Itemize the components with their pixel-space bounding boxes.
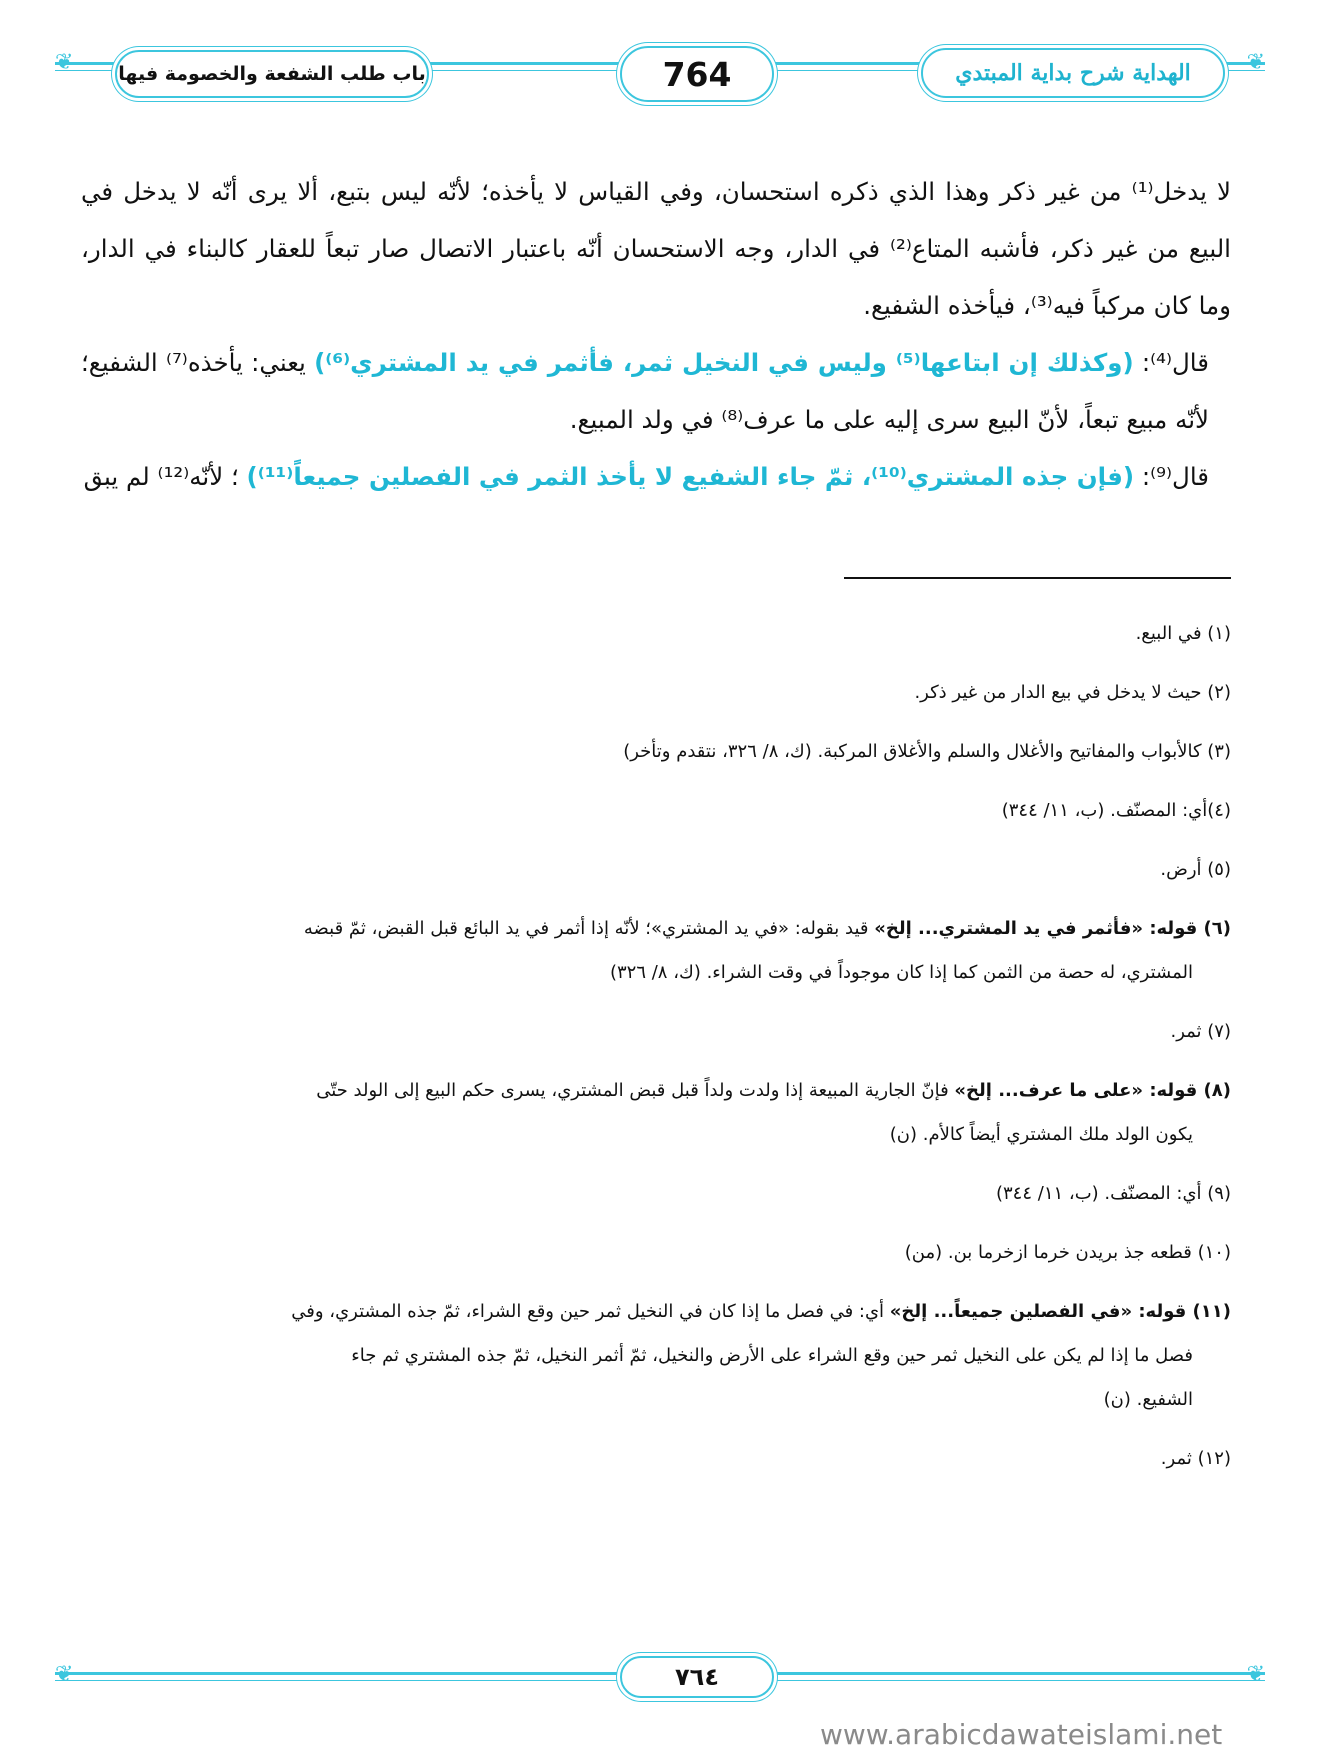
footnote	[81, 1290, 1231, 1422]
main-paragraph-3	[81, 448, 1231, 505]
footnotes	[81, 612, 1231, 1496]
book-title: الهداية شرح بداية المبتدي	[921, 48, 1225, 98]
footnote-continuation: فصل ما إذا لم يكن على النخيل ثمر حين وقع الشراء على الأرض والنخيل، ثمّ أثمر النخيل، ثمّ جذه المشتري ثم جاء	[351, 1345, 1193, 1366]
footnote: (٢) حيث لا يدخل في بيع الدار من غير ذكر.	[914, 682, 1231, 703]
commentary-text: يعني: يأخذه⁽⁷⁾ الشفيع؛ لأنّه مبيع تبعاً، لأنّ البيع سرى إليه على ما عرف⁽⁸⁾ في ولد المبيع.	[81, 348, 1209, 434]
commentary-text: ؛ لأنّه⁽¹²⁾ لم يبق	[83, 462, 247, 491]
footnote	[81, 907, 1231, 995]
footnote: (٧) ثمر.	[1170, 1021, 1231, 1042]
footnote-keyword: (٦) قوله: «فأثمر في يد المشتري... إلخ»	[874, 918, 1231, 939]
footnote-keyword: (٨) قوله: «على ما عرف... إلخ»	[954, 1080, 1231, 1101]
footnote	[81, 1069, 1231, 1157]
footnote-keyword: (١١) قوله: «في الفصلين جميعاً... إلخ»	[889, 1301, 1231, 1322]
matn-quote: (فإن جذه المشتري⁽¹⁰⁾، ثمّ جاء الشفيع لا يأخذ الثمر في الفصلين جميعاً⁽¹¹⁾)	[246, 462, 1135, 491]
page-header	[55, 42, 1265, 104]
said-label: قال⁽⁴⁾:	[1133, 348, 1209, 377]
ornament-icon: ❦	[1246, 50, 1265, 75]
footnote-text: قيد بقوله: «في يد المشتري»؛ لأنّه إذا أثمر في يد البائع قبل القبض، ثمّ قبضه	[303, 918, 875, 939]
footnote: (١٠) قطعه جذ بريدن خرما ازخرما بن. (من)	[904, 1242, 1231, 1263]
footnote-text: أي: في فصل ما إذا كان في النخيل ثمر حين وقع الشراء، ثمّ جذه المشتري، وفي	[291, 1301, 890, 1322]
footnote: (٥) أرض.	[1160, 859, 1231, 880]
ornament-icon: ❦	[55, 50, 74, 75]
footnote-continuation: الشفيع. (ن)	[1103, 1389, 1193, 1410]
footnote: (٩) أي: المصنّف. (ب، ١١/ ٣٤٤)	[995, 1183, 1231, 1204]
footnote: (٤)أي: المصنّف. (ب، ١١/ ٣٤٤)	[1001, 800, 1231, 821]
website-watermark: www.arabicdawateislami.net	[820, 1718, 1223, 1751]
footnote: (١) في البيع.	[1135, 623, 1231, 644]
footnote: (١٢) ثمر.	[1160, 1448, 1231, 1469]
footnote: (٣) كالأبواب والمفاتيح والأغلال والسلم والأغلاق المركبة. (ك، ٨/ ٣٢٦، نتقدم وتأخر)	[623, 741, 1231, 762]
page-number: 764	[620, 46, 774, 102]
main-paragraph-2	[81, 334, 1231, 448]
main-paragraph-1: لا يدخل⁽¹⁾ من غير ذكر وهذا الذي ذكره استحسان، وفي القياس لا يأخذه؛ لأنّه ليس بتبع، ألا يرى أنّه لا يدخل في البيع من غير ذكر، فأشبه المتاع⁽²⁾ في الدار، وجه الاستحسان أنّه باعتبار الاتصال صار تبعاً للعقار كالبناء في الدار، وما كان مركباً فيه⁽³⁾، فيأخذه الشفيع.	[81, 177, 1232, 320]
ornament-icon: ❦	[1246, 1662, 1265, 1687]
page-footer	[55, 1656, 1265, 1696]
footnote-text: فإنّ الجارية المبيعة إذا ولدت ولداً قبل قبض المشتري، يسرى حكم البيع إلى الولد حتّى	[316, 1080, 955, 1101]
footer-page-number: ٧٦٤	[620, 1656, 774, 1698]
matn-quote: (وكذلك إن ابتاعها⁽⁵⁾ وليس في النخيل ثمر، فأثمر في يد المشتري⁽⁶⁾)	[314, 348, 1134, 377]
said-label: قال⁽⁹⁾:	[1134, 462, 1209, 491]
ornament-icon: ❦	[55, 1662, 74, 1687]
chapter-title: باب طلب الشفعة والخصومة فيها	[115, 50, 429, 98]
footnote-divider	[844, 577, 1231, 579]
footnote-continuation: المشتري، له حصة من الثمن كما إذا كان موجوداً في وقت الشراء. (ك، ٨/ ٣٢٦)	[609, 962, 1193, 983]
footnote-continuation: يكون الولد ملك المشتري أيضاً كالأم. (ن)	[889, 1124, 1193, 1145]
main-text	[81, 163, 1231, 505]
